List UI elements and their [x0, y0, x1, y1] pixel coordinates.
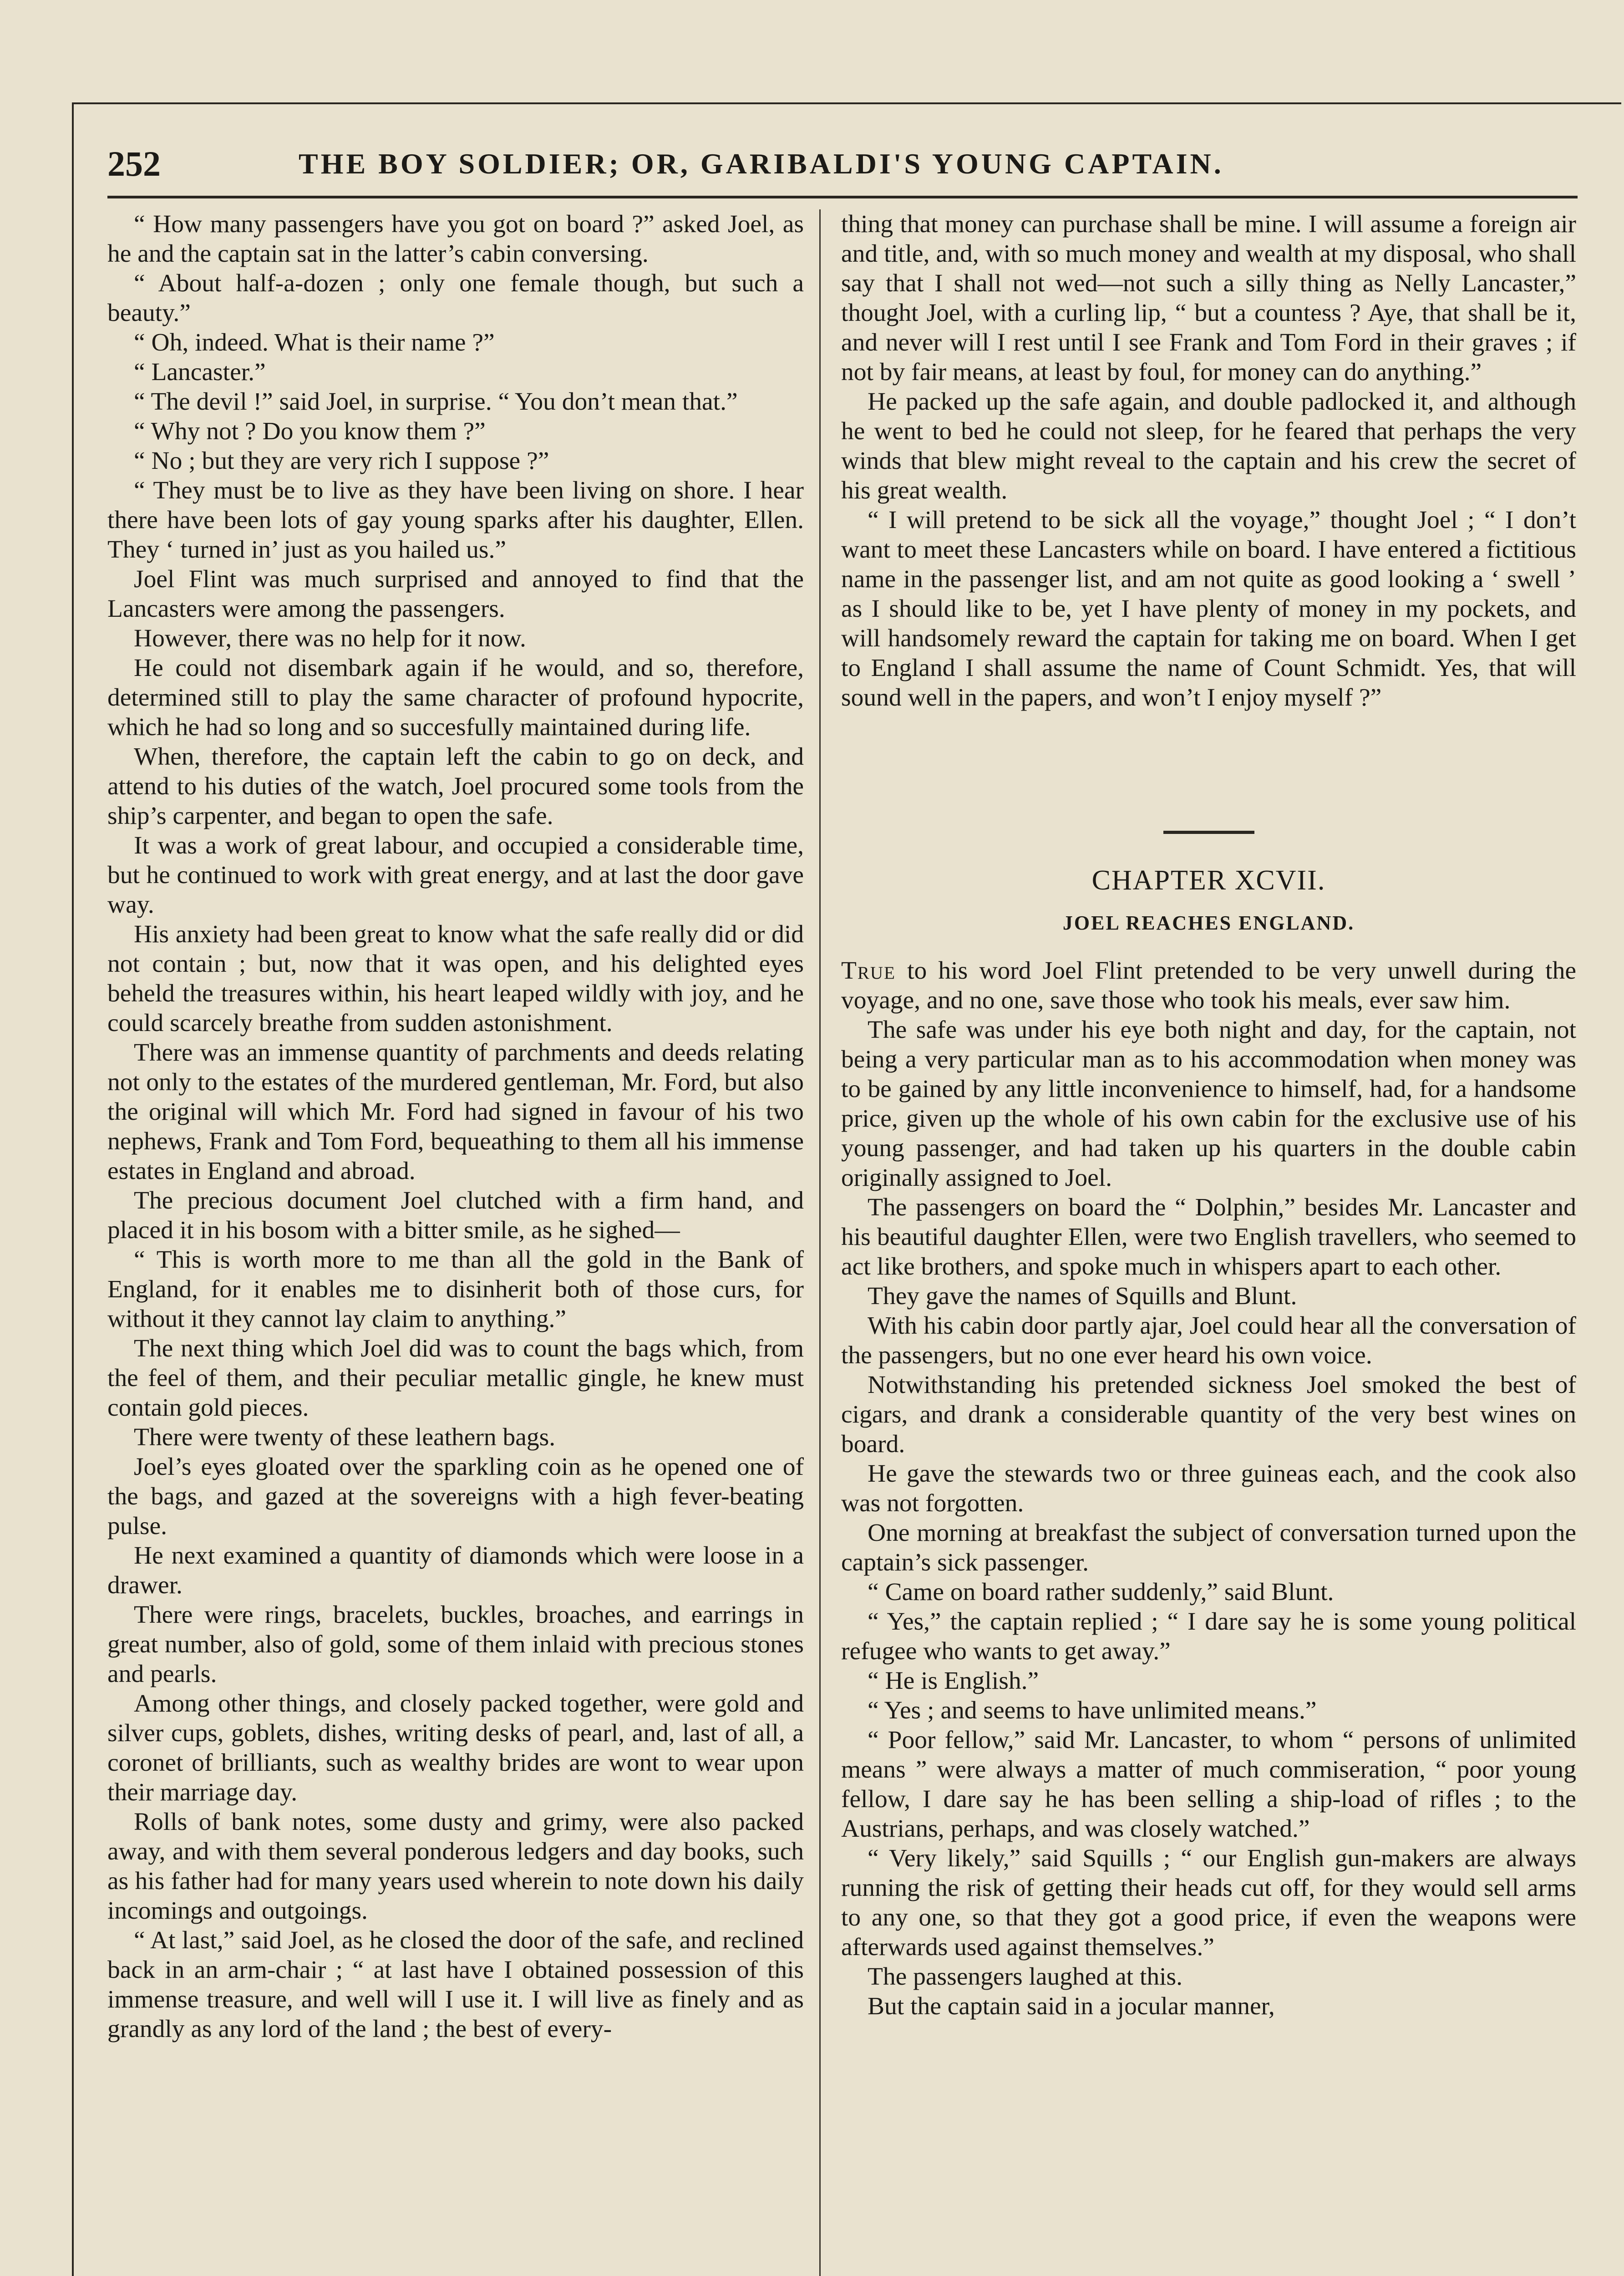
paragraph: Rolls of bank notes, some dusty and grimy, were also packed away, and with them several ponderous ledgers and day books, such as his father had for many years used wherein to note down his daily incomings and outgoings. — [107, 1808, 804, 1925]
paragraph: He could not disembark again if he would, and so, therefore, determined still to play the same character of profound hypocrite, which he had so long and so succesfully maintained during life. — [107, 654, 804, 741]
paragraph: “ This is worth more to me than all the gold in the Bank of England, for it enables me to disinherit both of those curs, for without it they cannot lay claim to anything.” — [107, 1246, 804, 1333]
paragraph: “ Lancaster.” — [134, 358, 266, 386]
running-header — [107, 134, 1582, 193]
paragraph: “ I will pretend to be sick all the voyage,” thought Joel ; “ I don’t want to meet these Lancasters while on board. I have entered a fictitious name in the passenger list, and am not quite as good looking a ‘ swell ’ as I should like to be, yet I have plenty of money in my pockets, and will handsomely reward the captain for taking me on board. When I get to England I shall assume the name of Count Schmidt. Yes, that will sound well in the papers, and won’t I enjoy myself ?” — [841, 506, 1576, 711]
paragraph: He gave the stewards two or three guineas each, and the cook also was not forgotten. — [841, 1460, 1576, 1517]
paragraph: “ No ; but they are very rich I suppose ?” — [134, 447, 549, 475]
paragraph: Joel’s eyes gloated over the sparkling coin as he opened one of the bags, and gazed at the sovereigns with a high fever-beating pulse. — [107, 1453, 804, 1540]
paragraph: Joel Flint was much surprised and annoyed to find that the Lancasters were among the passengers. — [107, 565, 804, 623]
paragraph: The passengers laughed at this. — [868, 1963, 1183, 1991]
right-column — [841, 209, 1576, 2021]
paragraph: “ How many passengers have you got on board ?” asked Joel, as he and the captain sat in the latter’s cabin conversing. — [107, 210, 804, 268]
paragraph: The passengers on board the “ Dolphin,” besides Mr. Lancaster and his beautiful daughter Ellen, were two English travellers, who seemed to act like brothers, and spoke much in whispers apart to each other. — [841, 1194, 1576, 1280]
paragraph: He packed up the safe again, and double padlocked it, and although he went to bed he could not sleep, for he feared that perhaps the very winds that blew might reveal to the captain and his crew the secret of his great wealth. — [841, 388, 1576, 504]
chapter-subtitle: JOEL REACHES ENGLAND. — [1062, 912, 1355, 934]
paragraph: “ They must be to live as they have been living on shore. I hear there have been lots of gay young sparks after his daughter, Ellen. They ‘ turned in’ just as you hailed us.” — [107, 477, 804, 564]
paragraph: There were twenty of these leathern bags. — [134, 1423, 556, 1451]
page-number: 252 — [107, 144, 161, 183]
paragraph: There was an immense quantity of parchments and deeds relating not only to the estates of the murdered gentleman, Mr. Ford, but also the original will which Mr. Ford had signed in favour of his two nephews, Frank and Tom Ford, bequeathing to them all his immense estates in England and abroad. — [107, 1039, 804, 1185]
paragraph: “ The devil !” said Joel, in surprise. “ You don’t mean that.” — [134, 388, 738, 416]
chapter-title: CHAPTER XCVII. — [1091, 865, 1326, 896]
paragraph: The safe was under his eye both night and day, for the captain, not being a very particular man as to his accommodation when money was to be gained by any little inconvenience to himself, had, for a handsome price, given up the whole of his own cabin for the exclusive use of his young passenger, and had taken up his quarters in the double cabin originally assigned to Joel. — [841, 1016, 1576, 1192]
chapter-first-word: True — [841, 957, 896, 985]
paragraph: “ Oh, indeed. What is their name ?” — [134, 329, 495, 356]
paragraph: There were rings, bracelets, buckles, broaches, and earrings in great number, also of gold, some of them inlaid with precious stones and pearls. — [107, 1601, 804, 1688]
chapter-paragraphs — [841, 1015, 1576, 2021]
paragraph: The precious document Joel clutched with a firm hand, and placed it in his bosom with a bitter smile, as he sighed— — [107, 1187, 804, 1244]
paragraph: He next examined a quantity of diamonds which were loose in a drawer. — [107, 1542, 804, 1599]
chapter-first-paragraph-text: to his word Joel Flint pretended to be very unwell during the voyage, and no one, save those who took his meals, ever saw him. — [841, 957, 1576, 1014]
paragraph: But the captain said in a jocular manner, — [868, 1992, 1275, 2020]
paragraph: thing that money can purchase shall be mine. I will assume a foreign air and title, and, with so much money and wealth at my disposal, who shall say that I shall not wed—not such a silly thing as Nelly Lancaster,” thought Joel, with a curling lip, “ but a countess ? Aye, that shall be it, and never will I rest until I see Frank and Tom Ford in their graves ; if not by fair means, at least by foul, for money can do anything.” — [841, 210, 1576, 386]
paragraph: With his cabin door partly ajar, Joel could hear all the conversation of the passengers, but no one ever heard his own voice. — [841, 1312, 1576, 1369]
paragraph: “ Yes,” the captain replied ; “ I dare say he is some young political refugee who wants to get away.” — [841, 1608, 1576, 1665]
running-title: THE BOY SOLDIER; OR, GARIBALDI'S YOUNG CAPTAIN. — [299, 147, 1224, 180]
paragraph: Notwithstanding his pretended sickness Joel smoked the best of cigars, and drank a considerable quantity of the very best wines on board. — [841, 1371, 1576, 1458]
left-column — [107, 209, 804, 2044]
paragraph: However, there was no help for it now. — [134, 625, 526, 652]
chapter-first-paragraph — [841, 956, 1576, 1015]
paragraph: “ Poor fellow,” said Mr. Lancaster, to whom “ persons of unlimited means ” were always a matter of much commiseration, “ poor young fellow, I dare say he has been selling a ship-load of rifles ; to the Austrians, perhaps, and was closely watched.” — [841, 1726, 1576, 1843]
paragraph: They gave the names of Squills and Blunt. — [868, 1282, 1297, 1310]
paragraph: “ Came on board rather suddenly,” said Blunt. — [868, 1578, 1334, 1606]
paragraph: “ About half-a-dozen ; only one female though, but such a beauty.” — [107, 269, 804, 327]
header-rule — [107, 196, 1578, 198]
paragraph: “ Why not ? Do you know them ?” — [134, 417, 486, 445]
paragraph: “ At last,” said Joel, as he closed the door of the safe, and reclined back in an arm-chair ; “ at last have I obtained possession of this immense treasure, and well will I use it. I will live as finely and as grandly as any lord of the land ; the best of every- — [107, 1926, 804, 2043]
page-content — [72, 102, 1619, 2276]
column-divider — [819, 209, 821, 2276]
right-column-continuation — [841, 209, 1576, 712]
paragraph: “ He is English.” — [868, 1667, 1039, 1695]
paragraph: “ Very likely,” said Squills ; “ our English gun-makers are always running the risk of getting their heads cut off, for they would sell arms to any one, so that they got a good price, if even the weapons were afterwards used against themselves.” — [841, 1844, 1576, 1961]
paragraph: His anxiety had been great to know what the safe really did or did not contain ; but, now that it was open, and his delighted eyes beheld the treasures within, his heart leaped wildly with joy, and he could scarcely breathe from sudden astonishment. — [107, 920, 804, 1037]
paragraph: The next thing which Joel did was to count the bags which, from the feel of them, and their peculiar metallic gingle, he knew must contain gold pieces. — [107, 1335, 804, 1422]
paragraph: When, therefore, the captain left the cabin to go on deck, and attend to his duties of the watch, Joel procured some tools from the ship’s carpenter, and began to open the safe. — [107, 743, 804, 830]
paragraph: One morning at breakfast the subject of conversation turned upon the captain’s sick passenger. — [841, 1519, 1576, 1576]
paragraph: “ Yes ; and seems to have unlimited means.” — [868, 1697, 1317, 1724]
paragraph: It was a work of great labour, and occupied a considerable time, but he continued to work with great energy, and at last the door gave way. — [107, 832, 804, 919]
chapter-rule — [1163, 831, 1254, 834]
paragraph: Among other things, and closely packed together, were gold and silver cups, goblets, dishes, writing desks of pearl, and, last of all, a coronet of brilliants, such as wealthy brides are wont to wear upon their marriage day. — [107, 1690, 804, 1806]
